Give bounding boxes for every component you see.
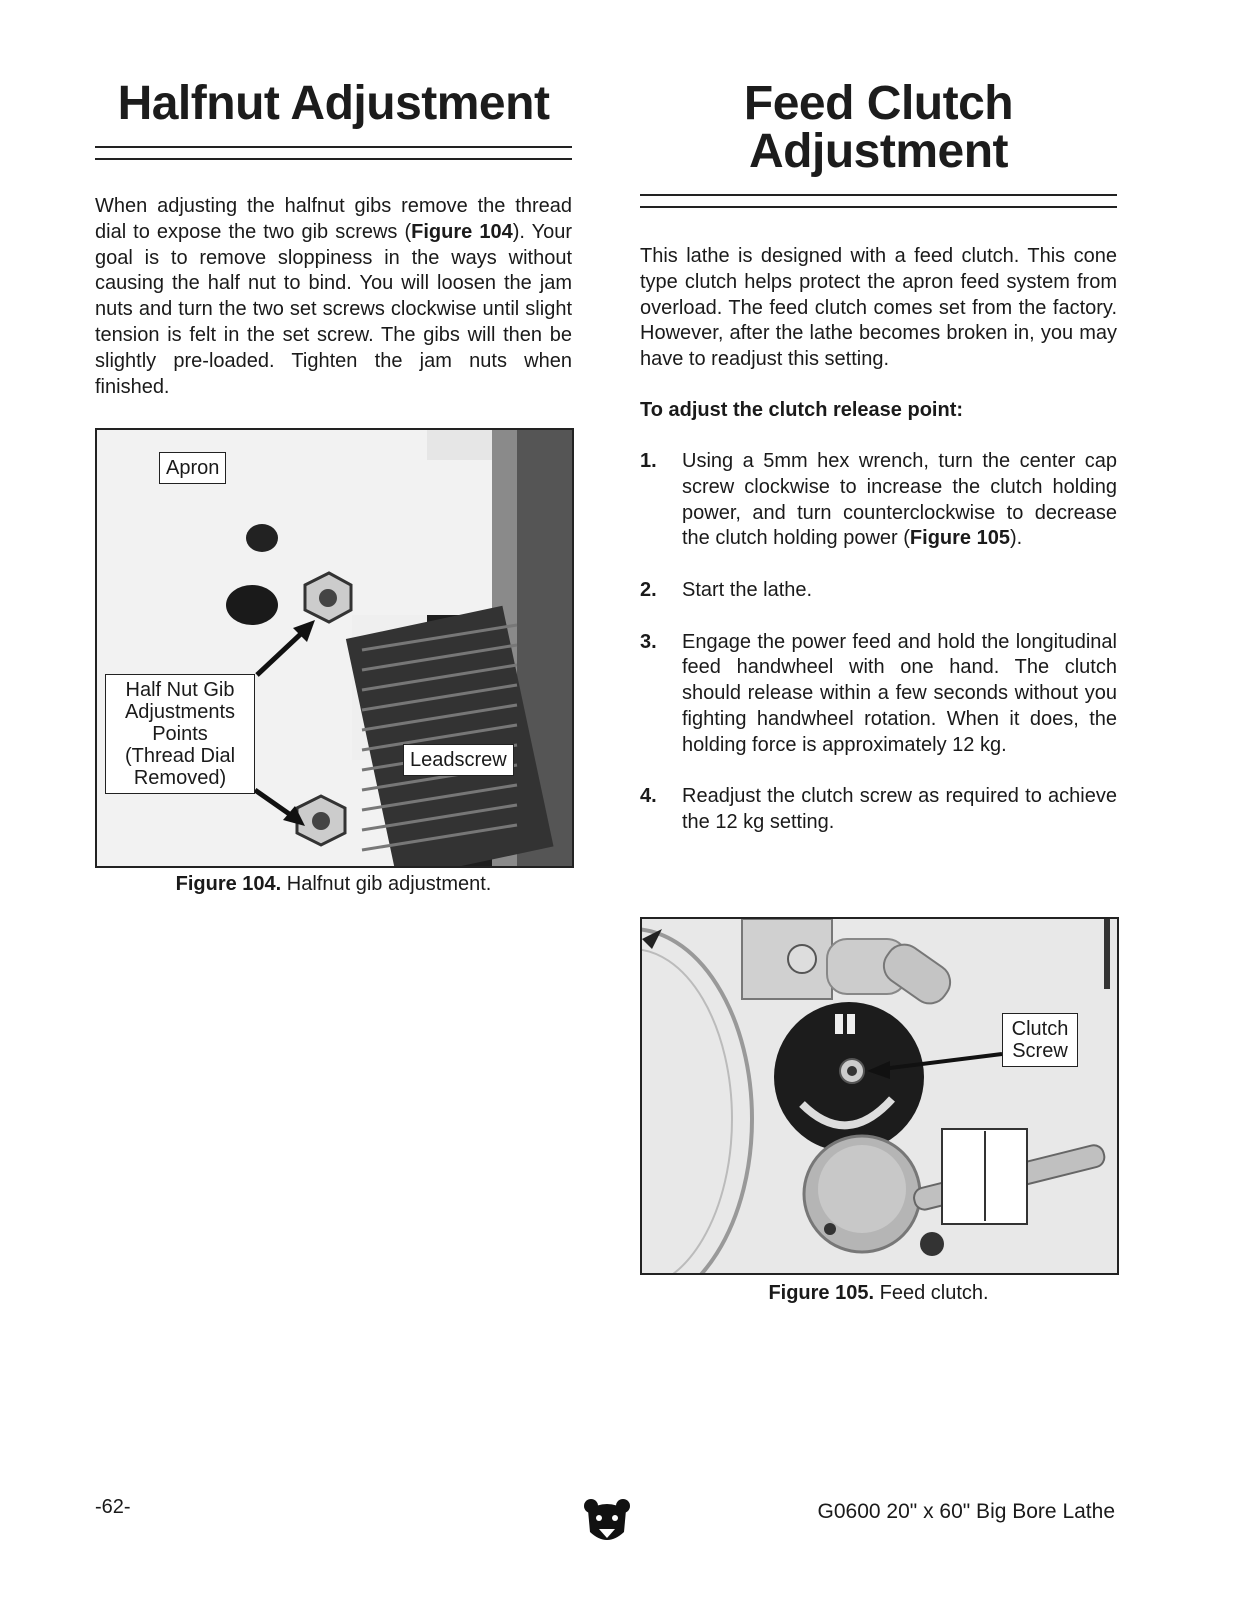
- list-item: [640, 784, 1117, 836]
- section-title-halfnut: Halfnut Adjustment: [117, 77, 550, 130]
- page-number: -62-: [95, 1496, 131, 1518]
- half-nut-gib-label: [105, 674, 255, 794]
- step-text: Readjust the clutch screw as required to achieve the 12 kg setting.: [682, 785, 1117, 834]
- label-line: Adjustments: [124, 701, 236, 723]
- figure-reference: Figure 105: [909, 527, 1010, 550]
- caption-text: Feed clutch.: [879, 1282, 989, 1304]
- title-rule: [640, 194, 1117, 208]
- halfnut-intro-paragraph: [95, 194, 572, 400]
- label-line: Screw: [1012, 1040, 1068, 1062]
- title-rule: [95, 146, 572, 160]
- gib-screw-lower: [297, 796, 345, 845]
- left-column: [95, 77, 573, 895]
- label-line: Half Nut Gib: [125, 679, 235, 701]
- intro-text: When adjusting the halfnut gibs remove the thread dial to expose the two gib screws (: [95, 195, 572, 243]
- step-number: 3.: [640, 630, 657, 653]
- intro-text-cont: ). Your goal is to remove sloppiness in the ways without causing the half nut to bind. You will loosen the jam nuts and turn the two set screws clockwise until slight tension is felt in the set screw. The gibs will then be slightly pre-loaded. Tighten the jam nuts when finished.: [95, 220, 573, 398]
- steps-list: [640, 449, 1117, 862]
- feed-clutch-photo-illustration: [642, 919, 1117, 1273]
- caption-text: Halfnut gib adjustment.: [286, 873, 492, 895]
- label-line: (Thread Dial: [124, 745, 236, 767]
- step-text: Start the lathe.: [682, 578, 813, 601]
- label-line: Points: [152, 723, 208, 745]
- clutch-dial: [774, 1002, 924, 1152]
- step-text: Engage the power feed and hold the longitudinal feed handwheel with one hand. The clutch should release within a few seconds without you fighting handwheel rotation. When it does, the holding force is approximately 12 kg.: [682, 630, 1117, 756]
- title-line: Feed Clutch: [743, 77, 1014, 130]
- model-name: G0600 20" x 60" Big Bore Lathe: [817, 1500, 1115, 1523]
- list-item: [640, 578, 1117, 604]
- label-line: Clutch: [1011, 1018, 1069, 1040]
- feed-clutch-intro-paragraph: This lathe is designed with a feed clutch. This cone type clutch helps protect the apron feed system from overload. The feed clutch comes set from the factory. However, after the lathe becomes broken in, you may have to readjust this setting.: [640, 245, 1117, 371]
- figure-104-photo: [95, 428, 574, 868]
- grizzly-bear-logo-icon: [582, 1496, 632, 1546]
- list-item: [640, 630, 1117, 759]
- leadscrew-label: Leadscrew: [403, 744, 514, 776]
- figure-105-caption: [640, 1281, 1117, 1307]
- step-number: 2.: [640, 578, 657, 601]
- clutch-screw-label: [1002, 1013, 1078, 1067]
- caption-label: Figure 105.: [768, 1282, 875, 1304]
- list-item: [640, 449, 1117, 552]
- halfnut-photo-illustration: [97, 430, 572, 866]
- step-number: 1.: [640, 450, 657, 472]
- figure-reference: Figure 104: [411, 220, 513, 243]
- procedure-heading: [640, 398, 963, 424]
- title-line: Adjustment: [749, 125, 1008, 178]
- apron-label: Apron: [159, 452, 226, 484]
- right-column: [640, 77, 1117, 1304]
- step-text-part: Using a 5mm hex wrench, turn the center cap screw clockwise to increase the clutch holding power, and turn counterclockwise to decrease the clutch holding power (: [682, 450, 1117, 550]
- figure-105-photo: [640, 917, 1119, 1275]
- step-text: [682, 449, 1117, 552]
- figure-104-caption: [95, 872, 572, 898]
- step-text-part: ).: [1009, 527, 1023, 550]
- procedure-heading-text: To adjust the clutch release point:: [640, 399, 964, 421]
- step-number: 4.: [640, 785, 657, 808]
- caption-label: Figure 104.: [175, 873, 282, 895]
- label-line: Removed): [133, 767, 227, 789]
- gib-screw-upper: [305, 573, 351, 622]
- section-title-feed-clutch: [640, 77, 1117, 178]
